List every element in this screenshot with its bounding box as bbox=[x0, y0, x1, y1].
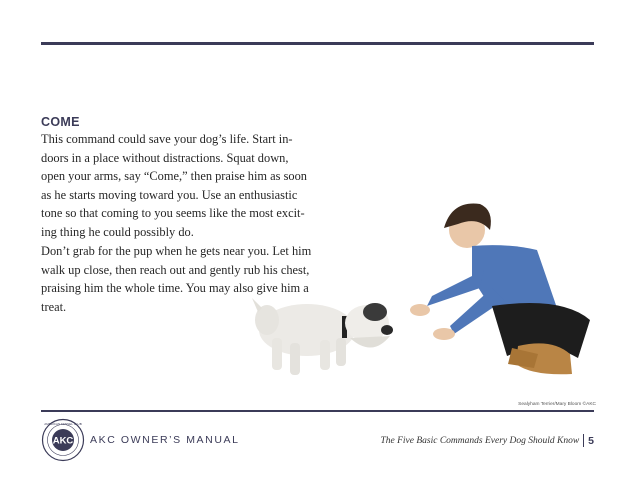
chapter-title: The Five Basic Commands Every Dog Should Know bbox=[380, 435, 580, 446]
page-number: 5 bbox=[588, 434, 594, 447]
boy-and-dog-photo bbox=[222, 188, 622, 388]
logo-ring-text: AMERICAN KENNEL CLUB bbox=[44, 422, 82, 427]
bottom-rule bbox=[41, 410, 594, 412]
logo-monogram: AKC bbox=[52, 435, 74, 447]
manual-title: AKC OWNER’S MANUAL bbox=[90, 434, 240, 446]
photo-credit: Sealyham Terrier/Mary Bloom ©AKC bbox=[518, 402, 596, 407]
paragraph-2: Don’t grab for the pup when he gets near you. Let him walk up close, then reach out and gently rub his chest, praising him the whole time. You may also give him a treat. bbox=[41, 244, 312, 314]
footer-right bbox=[380, 434, 594, 447]
paragraph-1: This command could save your dog’s life. Start in-doors in a place without distractions. Squat down, open your arms, say “Come,” then praise him as soon as he starts moving toward you. Use an enthusiastic tone so that coming to you seems like the most excit-ing thing he could possibly do. bbox=[41, 132, 307, 239]
top-rule bbox=[41, 42, 594, 45]
boy-illustration bbox=[410, 204, 590, 375]
section-heading: COME bbox=[41, 115, 80, 129]
footer-divider bbox=[583, 434, 584, 447]
dog-illustration bbox=[252, 298, 393, 375]
akc-logo bbox=[41, 418, 85, 462]
